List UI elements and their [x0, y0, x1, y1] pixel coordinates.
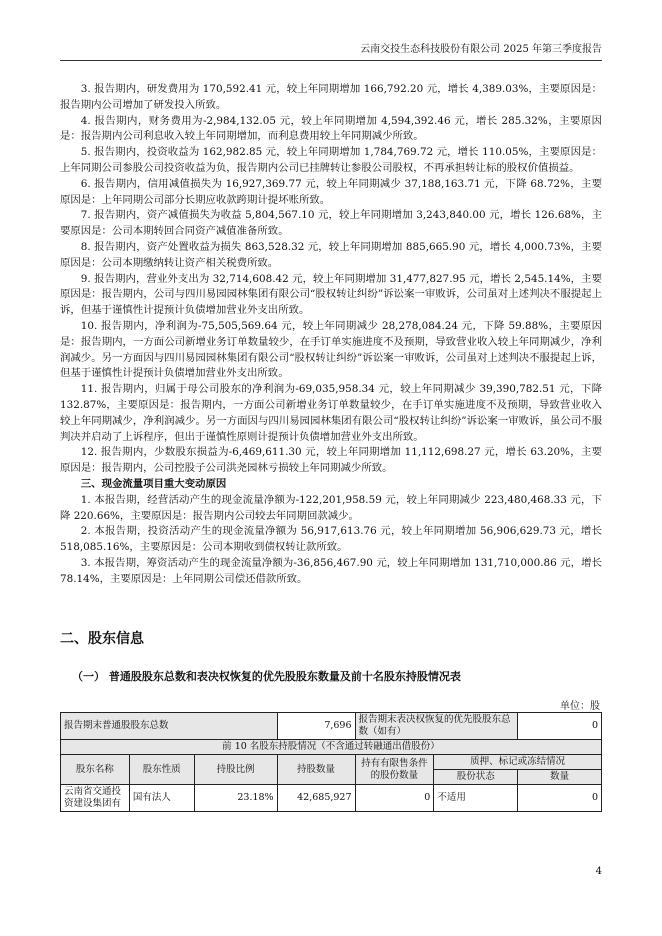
paragraph-finance-expense: 4. 报告期内，财务费用为-2,984,132.05 元，较上年同期增加 4,594,392.46 元，增长 285.32%，主要原因是：报告期内公司利息收入较上年同期增加，而利息费用较上年同期减少所致。: [60, 114, 602, 143]
table-row-top10-title: [61, 740, 602, 755]
header-qty: 数量: [518, 770, 602, 785]
total-shareholders-value: 7,696: [277, 713, 355, 740]
page-number: 4: [595, 866, 602, 877]
top10-title: 前 10 名股东持股情况（不含通过转融通出借股份）: [61, 740, 602, 755]
header-pledge: 质押、标记或冻结情况: [434, 755, 602, 770]
header-restricted: 持有有限售条件的股份数量: [355, 755, 434, 785]
cell-count: 42,685,927: [277, 785, 355, 812]
paragraph-parent-net-profit: 11. 报告期内，归属于母公司股东的净利润为-69,035,958.34 元，较上年同期减少 39,390,782.51 元，下降 132.87%，主要原因是：报告期内，一方面公司新增业务订单数量较少，在手订单实施进度不及预期，导致营业收入较上年同期减少，净利润减少。另一方面因与四川易园园林集团有限公司“股权转让纠纷”诉讼案一审败诉，虽公司不服判决并启动了上诉程序，但出于谨慎性原则计提预计负债增加营业外支出所致。: [60, 383, 602, 443]
paragraph-asset-disposal: 8. 报告期内，资产处置收益为损失 863,528.32 元，较上年同期增加 885,665.90 元，增长 4,000.73%，主要原因是：公司本期缴纳转让资产相关税费所致。: [60, 240, 602, 269]
section-shareholder-title: 二、股东信息: [60, 631, 144, 647]
paragraph-rd-expense: 3. 报告期内，研发费用为 170,592.41 元，较上年同期增加 166,792.20 元，增长 4,389.03%，主要原因是：报告期内公司增加了研发投入所致。: [60, 83, 602, 111]
page-header: [60, 40, 602, 61]
paragraph-investing-cashflow: 2. 本报告期，投资活动产生的现金流量净额为 56,917,613.76 元，较上年同期增加 56,906,629.73 元，增长 518,085.16%，主要原因是：公司本期收到债权转让款所致。: [60, 525, 602, 554]
cell-name: 云南省交通投资建设集团有: [61, 785, 130, 812]
shareholder-table: [60, 712, 602, 812]
table-row: [61, 785, 602, 812]
paragraph-net-profit: 10. 报告期内，净利润为-75,505,569.64 元，较上年同期减少 28,278,084.24 元，下降 59.88%，主要原因是：报告期内，一方面公司新增业务订单数量较少，在手订单实施进度不及预期，导致营业收入较上年同期减少，净利润减少。另一方面因与四川易园园林集团有限公司“股权转让纠纷”诉讼案一审败诉，公司虽对上述判决不服提起上诉，但基于谨慎性计提预计负债增加营业外支出所致。: [60, 319, 602, 380]
preferred-shareholders-value: 0: [518, 713, 602, 740]
table-header-row: [61, 755, 602, 770]
paragraph-minority-interest: 12. 报告期内，少数股东损益为-6,469,611.30 元，较上年同期增加 11,112,698.27 元，增长 63.20%，主要原因是：报告期内，公司控股子公司洪尧园林亏损较上年同期减少所致。: [60, 446, 602, 475]
header-name: 股东名称: [61, 755, 130, 785]
paragraph-operating-cashflow: 1. 本报告期，经营活动产生的现金流量净额为-122,201,958.59 元，较上年同期减少 223,480,468.33 元，下降 220.66%，主要原因是：报告期内公司较去年同期回款减少。: [60, 493, 602, 522]
header-ratio: 持股比例: [194, 755, 277, 785]
subsection-title: （一） 普通股股东总数和表决权恢复的优先股股东数量及前十名股东持股情况表: [72, 670, 461, 683]
header-nature: 股东性质: [129, 755, 194, 785]
header-status: 股份状态: [434, 770, 518, 785]
cell-qty: 0: [518, 785, 602, 812]
total-shareholders-label: 报告期末普通股股东总数: [61, 713, 278, 740]
section-cashflow-title: 三、现金流量项目重大变动原因: [80, 477, 227, 490]
report-body: [60, 82, 602, 588]
cell-status: 不适用: [434, 785, 518, 812]
paragraph-asset-impairment: 7. 报告期内，资产减值损失为收益 5,804,567.10 元，较上年同期增加 3,243,840.00 元，增长 126.68%，主要原因是：公司本期转回合同资产减值准备所致。: [60, 209, 602, 238]
preferred-shareholders-label: 报告期末表决权恢复的优先股股东总数（如有）: [355, 713, 518, 740]
paragraph-investment-income: 5. 报告期内，投资收益为 162,982.85 元，较上年同期增加 1,784,769.72 元，增长 110.05%，主要原因是：上年同期公司参股公司投资收益为负，报告期内公司已挂牌转让参股公司股权，不再承担转让标的股权价值损益。: [60, 146, 602, 174]
paragraph-non-operating-expense: 9. 报告期内，营业外支出为 32,714,608.42 元，较上年同期增加 31,477,827.95 元，增长 2,545.14%，主要原因是：报告期内，公司与四川易园园林集团有限公司“股权转让纠纷”诉讼案一审败诉，公司虽对上述判决不服提起上诉，但基于谨慎性计提预计负债增加营业外支出所致。: [60, 272, 602, 317]
header-title: 云南交投生态科技股份有限公司 2025 年第三季度报告: [360, 44, 602, 55]
paragraph-credit-impairment: 6. 报告期内，信用减值损失为 16,927,369.77 元，较上年同期减少 37,188,163.71 元，下降 68.72%，主要原因是：上年同期公司部分长期应收款跨期计提坏账所致。: [60, 177, 602, 206]
table-row-totals: [61, 713, 602, 740]
unit-label: 单位：股: [560, 701, 600, 712]
paragraph-financing-cashflow: 3. 本报告期，筹资活动产生的现金流量净额为-36,856,467.90 元，较上年同期增加 131,710,000.86 元，增长 78.14%，主要原因是：上年同期公司偿还借款所致。: [60, 556, 602, 585]
cell-nature: 国有法人: [129, 785, 194, 812]
cell-ratio: 23.18%: [194, 785, 277, 812]
cell-restricted: 0: [355, 785, 434, 812]
header-count: 持股数量: [277, 755, 355, 785]
